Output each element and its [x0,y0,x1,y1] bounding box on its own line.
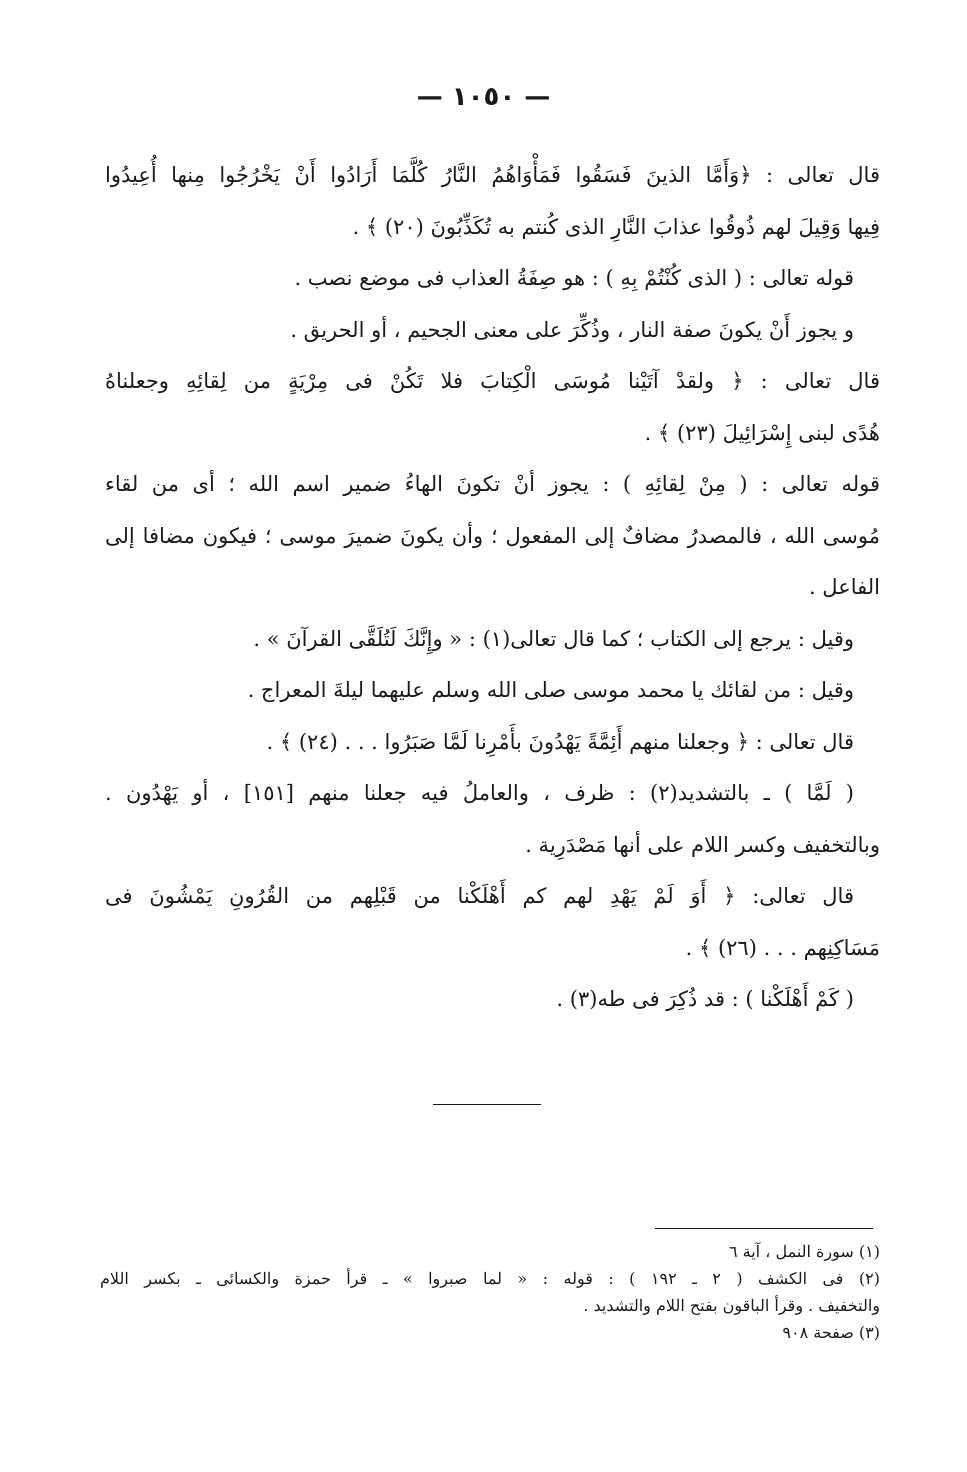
text-line: مَسَاكِنِهم . . . (٢٦) ﴾ . [685,935,880,960]
footnotes [100,1238,880,1346]
footnote-line: (٣) صفحة ٩٠٨ [782,1323,880,1342]
main-text [105,150,880,1026]
text-line: قوله تعالى : ( الذى كُنْتُمْ بِهِ ) : هو صِفَةُ العذاب فى موضع نصب . [294,266,854,290]
text-line: وقيل : من لقائك يا محمد موسى صلى الله وسلم عليهما ليلةَ المعراج . [247,678,854,702]
text-line: الفاعل . [808,575,880,599]
text-line: قال تعالى: ﴿ أَوَ لَمْ يَهْدِ لهم كم أَهْلَكْنا من قَبْلِهم من القُرُونِ يَمْشُونَ فى [105,884,854,908]
section-divider [433,1104,541,1105]
footnote-line: (٢) فى الكشف ( ٢ ـ ١٩٢ ) : قوله : « لما صبروا » ـ قرأ حمزة والكسائى ـ بكسر اللام [100,1269,880,1288]
page-number: — ١٠٥٠ — [416,82,551,112]
text-line: هُدًى لبنى إِسْرَائِيلَ (٢٣) ﴾ . [644,420,880,445]
footnote-rule [655,1228,873,1229]
text-line: وقيل : يرجع إلى الكتاب ؛ كما قال تعالى(١) : « وإِنَّكَ لَتُلَقَّى القرآنَ » . [253,626,854,651]
footnote-line: والتخفيف . وقرأ الباقون بفتح اللام والتشديد . [583,1296,880,1315]
text-line: ( لَمَّا ) ـ بالتشديد(٢) : ظرف ، والعاملُ فيه جعلنا منهم [١٥١] ، أو يَهْدُون . [105,781,854,805]
text-line: ( كَمْ أَهْلَكْنا ) : قد ذُكِرَ فى طه(٣) . [556,987,854,1011]
text-line: وبالتخفيف وكسر اللام على أنها مَصْدَرِية . [525,832,880,857]
text-line: مُوسى الله ، فالمصدرُ مضافٌ إلى المفعول ؛ وأن يكونَ ضميرَ موسى ؛ فيكون مضافا إلى [105,523,880,548]
text-line: فِيها وَقِيلَ لهم ذُوقُوا عذابَ النَّارِ الذى كُنتم به تُكَذِّبُونَ (٢٠) ﴾ . [352,214,880,239]
text-line: و يجوز أَنْ يكونَ صفة النار ، وذُكِّرَ على معنى الجحيم ، أو الحريق . [290,317,854,342]
text-line: قال تعالى : ﴿ وجعلنا منهم أَئِمَّةً يَهْدُونَ بأَمْرِنا لَمَّا صَبَرُوا . . . (٢٤) ﴾ . [266,729,854,754]
text-line: قال تعالى : ﴿وَأَمَّا الذينَ فَسَقُوا فَمَأْوَاهُمُ النَّارُ كُلَّمَا أَرَادُوا أَنْ يَخْرُجُوا مِنها أُعِيدُوا [105,163,880,187]
footnote-line: (١) سورة النمل ، آية ٦ [728,1242,880,1261]
text-line: قوله تعالى : ( مِنْ لِقائِهِ ) : يجوز أنْ تكونَ الهاءُ ضمير اسم الله ؛ أى من لقاء [105,472,880,496]
text-line: قال تعالى : ﴿ ولقدْ آتَيْنا مُوسَى الْكِتابَ فلا تَكُنْ فى مِرْيَةٍ من لِقائِهِ وجعلناهُ [105,369,880,393]
